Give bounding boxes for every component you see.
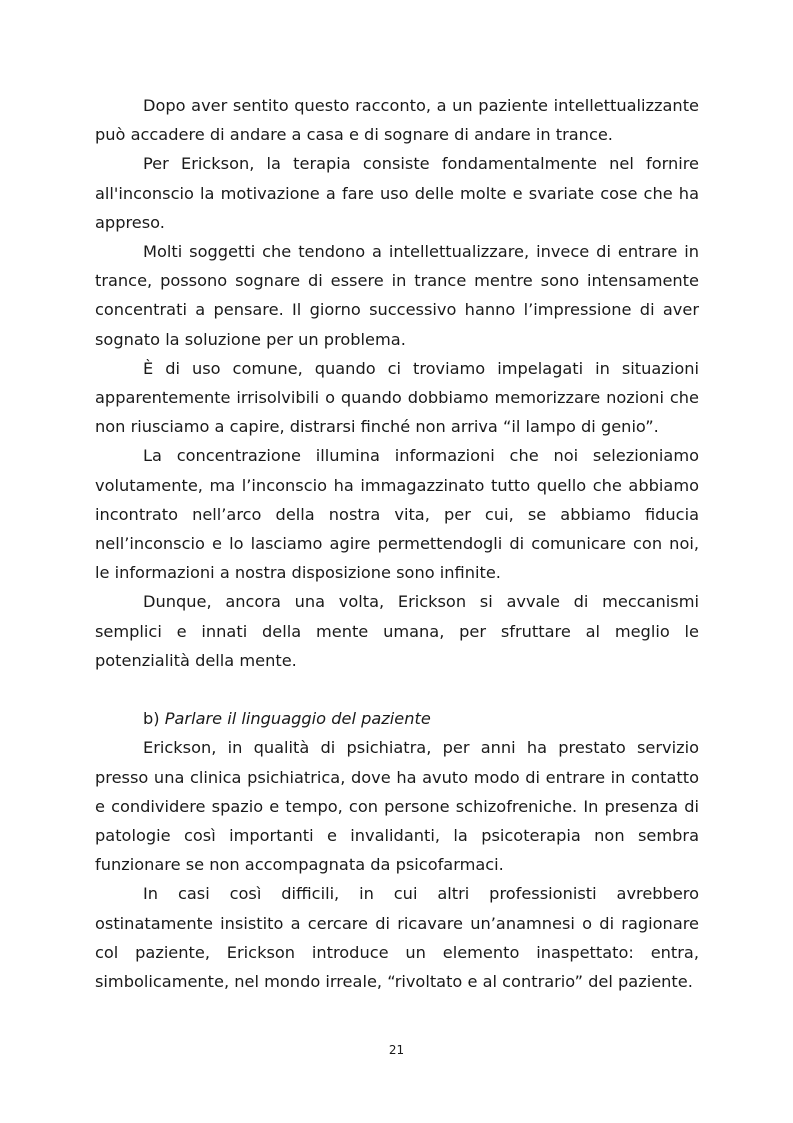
paragraph: La concentrazione illumina informazioni che noi selezioniamo volutamente, ma l’inconscio ha immagazzinato tutto quello che abbiamo incontrato nell’arco della nostra vita, per cui, se abbiamo fiducia nell’inconscio e lo lasciamo agire permettendogli di comunicare con noi, le informazioni a nostra disposizione sono infinite. bbox=[95, 446, 699, 583]
paragraph: Dunque, ancora una volta, Erickson si avvale di meccanismi semplici e innati della mente umana, per sfruttare al meglio le potenzialità della mente. bbox=[95, 592, 699, 670]
paragraph: Dopo aver sentito questo racconto, a un paziente intellettualizzante può accadere di andare a casa e di sognare di andare in trance. bbox=[95, 96, 699, 145]
page-number: 21 bbox=[388, 1043, 405, 1057]
page-body bbox=[95, 91, 699, 996]
section-marker: b) bbox=[143, 709, 160, 729]
section-heading bbox=[95, 704, 699, 733]
paragraph: Erickson, in qualità di psichiatra, per anni ha prestato servizio presso una clinica psichiatrica, dove ha avuto modo di entrare in contatto e condividere spazio e tempo, con persone schizofreniche. In presenza di patologie così importanti e invalidanti, la psicoterapia non sembra funzionare se non accompagnata da psicofarmaci. bbox=[95, 738, 699, 875]
paragraph: Molti soggetti che tendono a intellettualizzare, invece di entrare in trance, possono sognare di essere in trance mentre sono intensamente concentrati a pensare. Il giorno successivo hanno l’impressione di aver sognato la soluzione per un problema. bbox=[95, 242, 699, 349]
paragraph: In casi così difficili, in cui altri professionisti avrebbero ostinatamente insistito a cercare di ricavare un’anamnesi o di ragionare col paziente, Erickson introduce un elemento inaspettato: entra, simbolicamente, nel mondo irreale, “rivoltato e al contrario” del paziente. bbox=[95, 884, 699, 992]
section-spacer bbox=[95, 675, 699, 704]
paragraph: È di uso comune, quando ci troviamo impelagati in situazioni apparentemente irrisolvibili o quando dobbiamo memorizzare nozioni che non riusciamo a capire, distrarsi finché non arriva “il lampo di genio”. bbox=[95, 358, 699, 437]
paragraph: Per Erickson, la terapia consiste fondamentalmente nel fornire all'inconscio la motivazione a fare uso delle molte e svariate cose che ha appreso. bbox=[95, 154, 699, 232]
section-title: Parlare il linguaggio del paziente bbox=[164, 709, 431, 729]
